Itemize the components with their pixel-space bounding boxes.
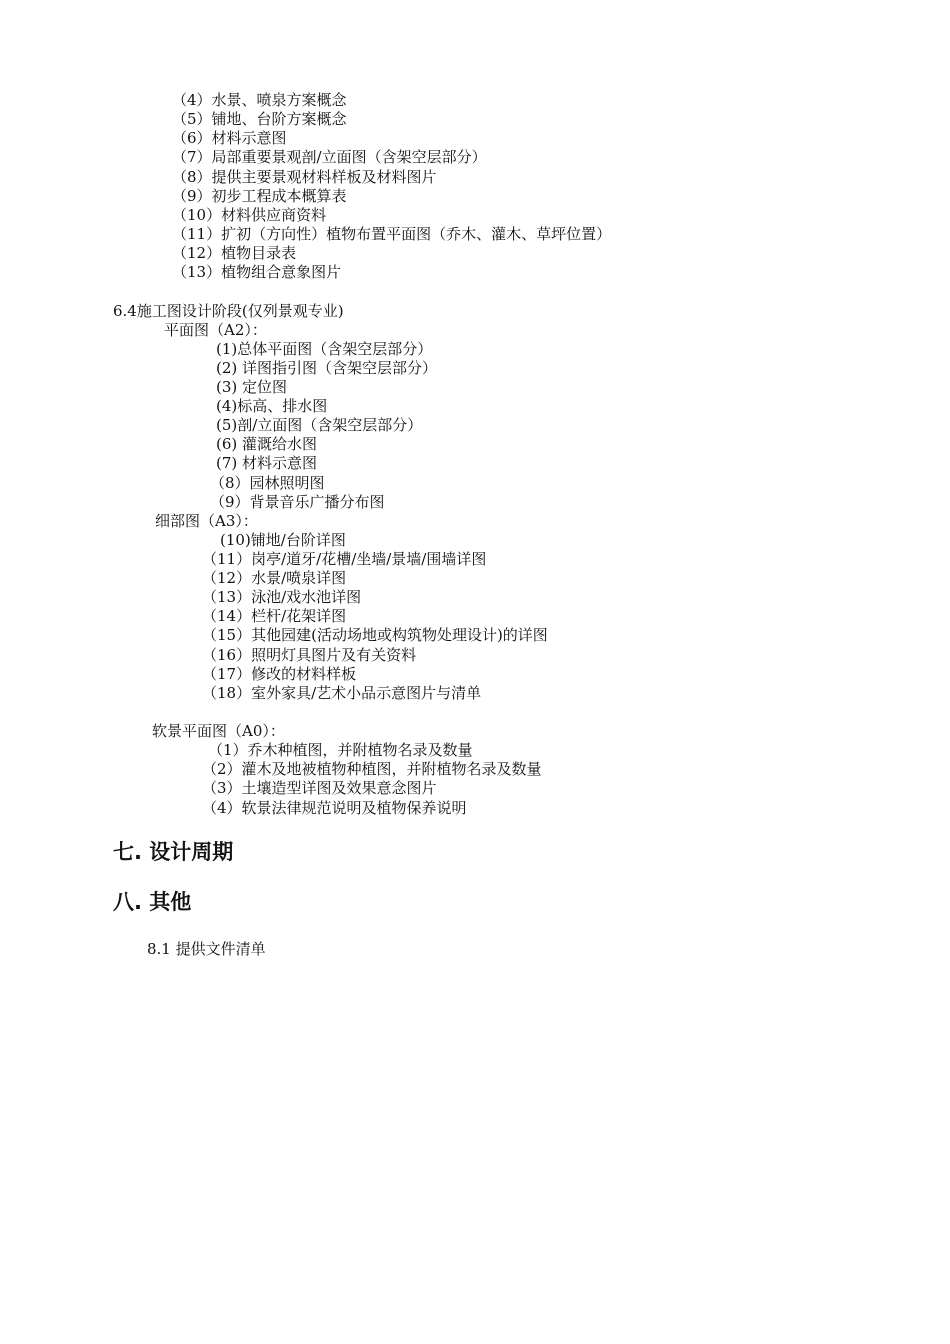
list-item: (3) 定位图 bbox=[216, 378, 288, 396]
list-item: （17）修改的材料样板 bbox=[202, 665, 357, 683]
list-item: （18）室外家具/艺术小品示意图片与清单 bbox=[202, 684, 482, 702]
list-item: （9）背景音乐广播分布图 bbox=[210, 493, 385, 511]
section-7-heading: 七. 设计周期 bbox=[113, 840, 234, 864]
list-item: （11）扩初（方向性）植物布置平面图（乔木、灌木、草坪位置） bbox=[172, 225, 612, 243]
list-item: （13）植物组合意象图片 bbox=[172, 263, 342, 281]
list-item: （3）土壤造型详图及效果意念图片 bbox=[202, 779, 437, 797]
list-item: （16）照明灯具图片及有关资料 bbox=[202, 646, 417, 664]
list-item: (2) 详图指引图（含架空层部分） bbox=[216, 359, 438, 377]
list-item: （8）园林照明图 bbox=[210, 474, 325, 492]
list-item: （13）泳池/戏水池详图 bbox=[202, 588, 362, 606]
list-item: （12）水景/喷泉详图 bbox=[202, 569, 347, 587]
list-item: （5）铺地、台阶方案概念 bbox=[172, 110, 347, 128]
list-item: （10）材料供应商资料 bbox=[172, 206, 327, 224]
plan-drawings-title: 平面图（A2）： bbox=[164, 321, 267, 339]
section-8-1-title: 8.1 提供文件清单 bbox=[147, 940, 266, 958]
section-6-4-title: 6.4施工图设计阶段(仅列景观专业) bbox=[113, 302, 344, 320]
list-item: (7) 材料示意图 bbox=[216, 454, 318, 472]
list-item: （14）栏杆/花架详图 bbox=[202, 607, 347, 625]
list-item: （7）局部重要景观剖/立面图（含架空层部分） bbox=[172, 148, 487, 166]
section-8-heading: 八. 其他 bbox=[113, 890, 192, 914]
list-item: (1)总体平面图（含架空层部分） bbox=[216, 340, 433, 358]
list-item: (10)铺地/台阶详图 bbox=[220, 531, 346, 549]
list-item: (6) 灌溉给水图 bbox=[216, 435, 318, 453]
list-item: （15）其他园建(活动场地或构筑物处理设计)的详图 bbox=[202, 626, 548, 644]
list-item: （12）植物目录表 bbox=[172, 244, 297, 262]
list-item: (4)标高、排水图 bbox=[216, 397, 328, 415]
list-item: (5)剖/立面图（含架空层部分） bbox=[216, 416, 423, 434]
list-item: （9）初步工程成本概算表 bbox=[172, 187, 347, 205]
list-item: （11）岗亭/道牙/花槽/坐墙/景墙/围墙详图 bbox=[202, 550, 487, 568]
list-item: （4）水景、喷泉方案概念 bbox=[172, 91, 347, 109]
list-item: （6）材料示意图 bbox=[172, 129, 287, 147]
list-item: （1）乔木种植图，并附植物名录及数量 bbox=[208, 741, 473, 759]
softscape-drawings-title: 软景平面图（A0）： bbox=[152, 722, 285, 740]
list-item: （8）提供主要景观材料样板及材料图片 bbox=[172, 168, 437, 186]
detail-drawings-title: 细部图（A3）： bbox=[155, 512, 258, 530]
list-item: （2）灌木及地被植物种植图，并附植物名录及数量 bbox=[202, 760, 542, 778]
list-item: （4）软景法律规范说明及植物保养说明 bbox=[202, 799, 467, 817]
